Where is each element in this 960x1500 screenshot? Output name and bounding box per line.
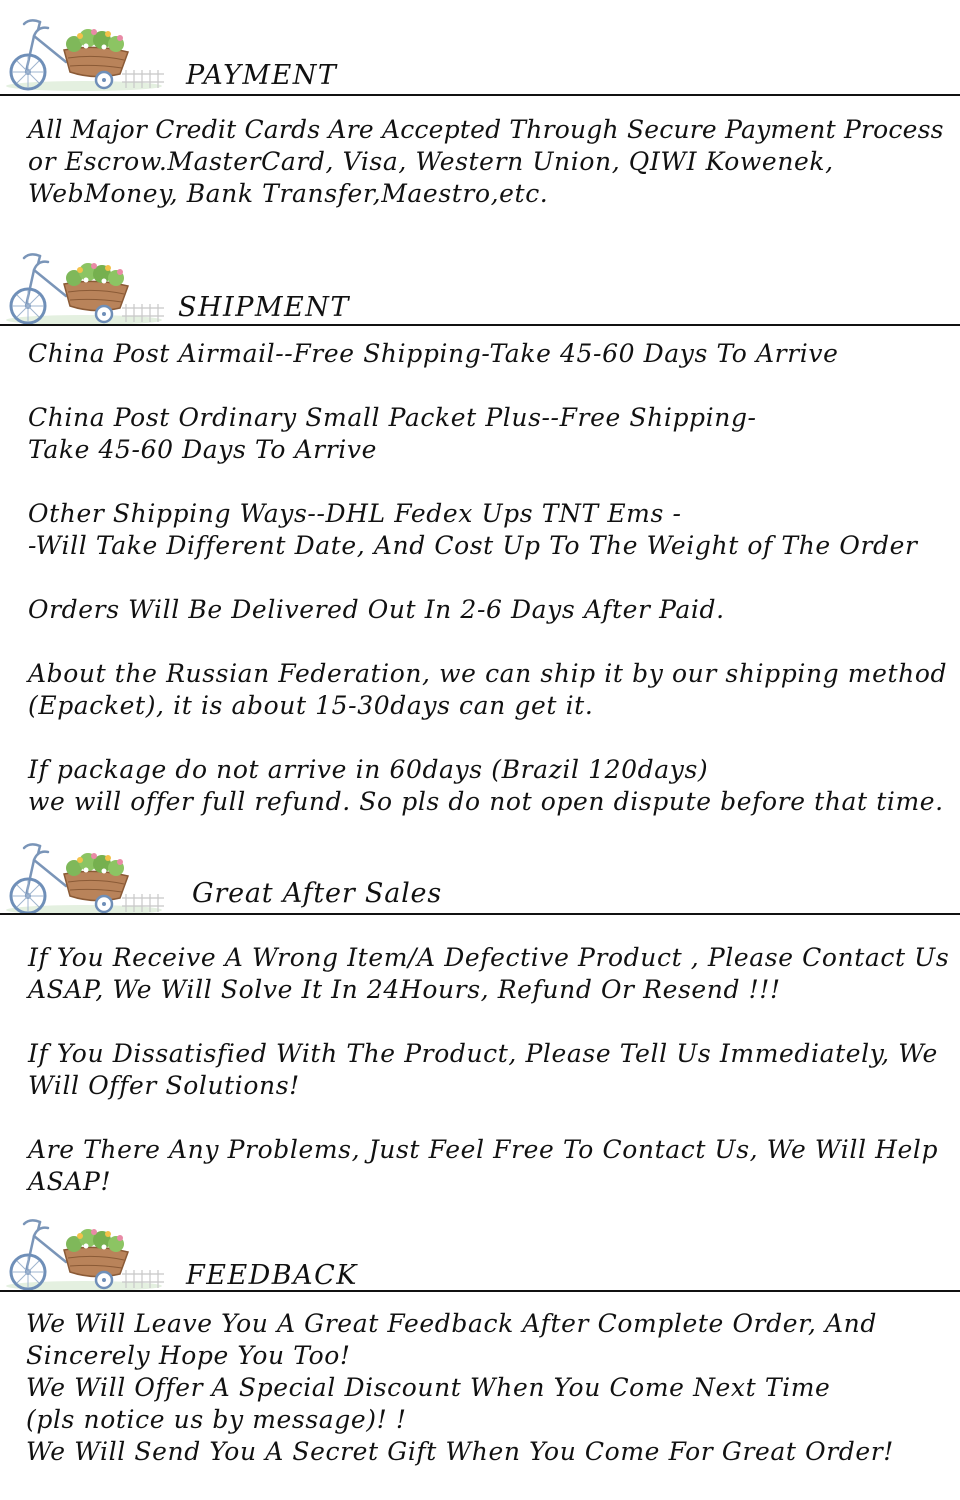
text-line: Are There Any Problems, Just Feel Free To Contact Us, We Will Help [28,1135,939,1164]
text-line: we will offer full refund. So pls do not open dispute before that time. [28,787,944,816]
text-line: Take 45-60 Days To Arrive [28,435,377,464]
text-line: All Major Credit Cards Are Accepted Through Secure Payment Process [28,115,944,144]
text-line: If package do not arrive in 60days (Brazil 120days) [28,755,709,784]
section-divider [0,913,960,915]
text-line: We Will Leave You A Great Feedback After Complete Order, And [26,1309,877,1338]
text-line: -Will Take Different Date, And Cost Up To The Weight of The Order [28,531,918,560]
text-line: About the Russian Federation, we can ship it by our shipping method [28,659,948,688]
text-line: Sincerely Hope You Too! [26,1341,351,1370]
text-line: We Will Offer A Special Discount When You Come Next Time [26,1373,831,1402]
section-divider [0,1290,960,1292]
text-line: ASAP! [28,1167,112,1196]
text-line: If You Receive A Wrong Item/A Defective Product , Please Contact Us [28,943,950,972]
after-sales-header [0,834,960,924]
section-heading: FEEDBACK [186,1260,358,1291]
section-divider [0,324,960,326]
text-line: or Escrow.MasterCard, Visa, Western Union, QIWI Kowenek, [28,147,834,176]
text-line: ASAP, We Will Solve It In 24Hours, Refund Or Resend !!! [28,975,781,1004]
text-line: China Post Ordinary Small Packet Plus--Free Shipping- [28,403,757,432]
flower-cart-icon [4,1214,174,1294]
payment-header [0,0,960,100]
text-line: China Post Airmail--Free Shipping-Take 45-60 Days To Arrive [28,339,839,368]
text-line: (pls notice us by message)! ! [26,1405,407,1434]
flower-cart-icon [4,14,174,94]
section-heading: PAYMENT [186,60,338,91]
text-line: Will Offer Solutions! [28,1071,300,1100]
after-sales-body [28,942,953,1198]
feedback-body [26,1308,951,1468]
shipment-header [0,244,960,334]
text-line: If You Dissatisfied With The Product, Please Tell Us Immediately, We [28,1039,938,1068]
shipment-body [28,338,953,818]
section-divider [0,94,960,96]
flower-cart-icon [4,838,174,918]
flower-cart-icon [4,248,174,328]
text-line: Orders Will Be Delivered Out In 2-6 Days After Paid. [28,595,725,624]
text-line: WebMoney, Bank Transfer,Maestro,etc. [28,179,549,208]
text-line: (Epacket), it is about 15-30days can get it. [28,691,594,720]
section-heading: SHIPMENT [178,292,350,323]
text-line: We Will Send You A Secret Gift When You Come For Great Order! [26,1437,894,1466]
section-heading: Great After Sales [192,878,442,909]
payment-body [28,114,953,210]
text-line: Other Shipping Ways--DHL Fedex Ups TNT Ems - [28,499,682,528]
feedback-header [0,1210,960,1300]
